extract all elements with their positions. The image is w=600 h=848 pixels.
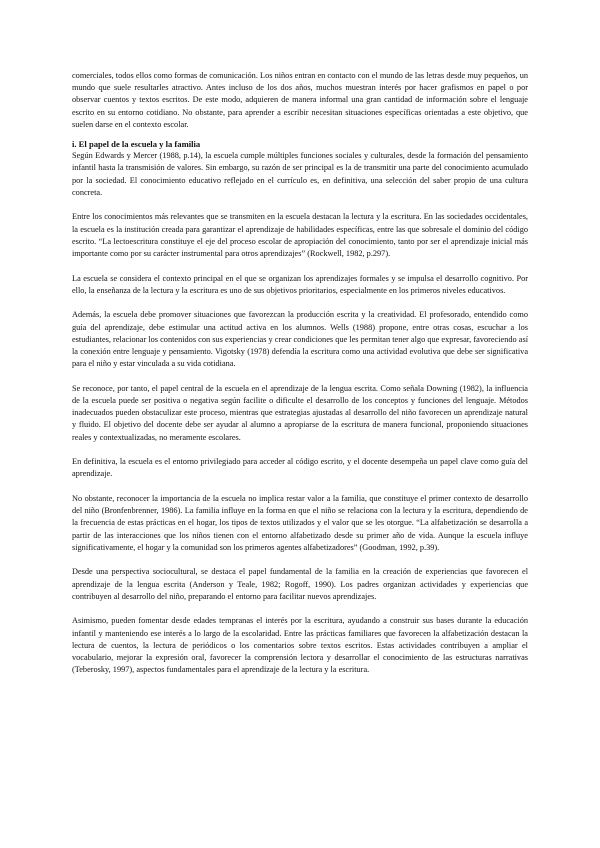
paragraph-en-definitiva: En definitiva, la escuela es el entorno privilegiado para acceder al código escrito, y el docente desempeña un papel clave como guía del aprendizaje. (72, 457, 528, 479)
paragraph-contexto-principal: La escuela se considera el contexto principal en el que se organizan los aprendizajes formales y se impulsa el desarrollo cognitivo. Por ello, la enseñanza de la lectura y la escritura es uno de sus objetivos prioritarios, especialmente en los primeros niveles educativos. (72, 273, 528, 295)
paragraph-asimismo: Asimismo, pueden fomentar desde edades tempranas el interés por la escritura, ayudando a construir sus bases durante la educación infantil y manteniendo ese interés a lo largo de la escolaridad. Entre las prácticas familiares que favorecen la alfabetización destacan la lectura de cuentos, la lectura de periódicos o los comentarios sobre textos escritos. Estas actividades contribuyen a ampliar el vocabulario, mejorar la expresión oral, favorecer la comprensión lectora y desarrollar el conocimiento de las estructuras narrativas (Teberosky, 1997), aspectos fundamentales para el aprendizaje de la lectura y la escritura. (72, 616, 528, 675)
paragraph-familia: No obstante, reconocer la importancia de la escuela no implica restar valor a la familia, que constituye el primer contexto de desarrollo del niño (Bronfenbrenner, 1986). La familia influye en la forma en que el niño se relaciona con la lectura y la escritura, dependiendo de la frecuencia de estas prácticas en el hogar, los tipos de textos utilizados y el valor que se les otorgue. “La alfabetización se desarrolla a partir de las interacciones que los niños tienen con el entorno alfabetizado desde su primer año de vida. Aunque la escuela influye significativamente, el hogar y la comunidad son los primeros agentes alfabetizadores” (Goodman, 1992, p.39). (72, 494, 528, 552)
paragraph-edwards-mercer: Según Edwards y Mercer (1988, p.14), la escuela cumple múltiples funciones sociales y culturales, desde la formación del pensamiento infantil hasta la transmisión de valores. Sin embargo, su razón de ser principal es la de transmitir una parte del conocimiento acumulado por la sociedad. El conocimiento educativo reflejado en el currículo es, en definitiva, una selección del saber propio de una cultura concreta. (72, 151, 528, 197)
paragraph-intro: comerciales, todos ellos como formas de comunicación. Los niños entran en contacto con el mundo de las letras desde muy pequeños, un mundo que suele resultarles atractivo. Antes incluso de los dos años, muchos muestran interés por hacer grafismos en papel o por observar cuentos y textos escritos. De este modo, adquieren de manera informal una gran cantidad de información sobre el lenguaje escrito en su entorno cotidiano. No obstante, para aprender a escribir necesitan situaciones específicas orientadas a este objetivo, que suelen darse en el contexto escolar. (72, 71, 528, 129)
paragraph-downing: Se reconoce, por tanto, el papel central de la escuela en el aprendizaje de la lengua escrita. Como señala Downing (1982), la influencia de la escuela puede ser positiva o negativa según facilite o dificulte el desarrollo de los conceptos y funciones del lenguaje. Métodos inadecuados pueden obstaculizar este proceso, mientras que estrategias ajustadas al desarrollo del niño favorecen un aprendizaje natural y fluido. El objetivo del docente debe ser ayudar al alumno a apropiarse de la escritura de manera funcional, proponiendo situaciones reales y contextualizadas, no meramente escolares. (72, 383, 528, 442)
paragraph-lectoescritura: Entre los conocimientos más relevantes que se transmiten en la escuela destacan la lectura y la escritura. En las sociedades occidentales, la escuela es la institución creada para garantizar el aprendizaje de habilidades específicas, entre las que sobresale el dominio del código escrito. “La lectoescritura constituye el eje del proceso escolar de apropiación del conocimiento, tanto por ser el aprendizaje inicial más importante como por su carácter instrumental para otros aprendizajes” (Rockwell, 1982, p.297). (72, 212, 528, 259)
paragraph-produccion-escrita: Además, la escuela debe promover situaciones que favorezcan la producción escrita y la creatividad. El profesorado, entendido como guía del aprendizaje, debe estimular una actitud activa en los alumnos. Wells (1988) propone, entre otras cosas, escuchar a los estudiantes, relacionar los contenidos con sus experiencias y crear condiciones que les permitan tener algo que expresar, favoreciendo así la conexión entre lenguaje y pensamiento. Vigotsky (1978) defendía la escritura como una actividad evolutiva que debe ser significativa para el niño y estar vinculada a su vida cotidiana. (72, 310, 528, 369)
paragraph-sociocultural: Desde una perspectiva sociocultural, se destaca el papel fundamental de la familia en la creación de experiencias que favorecen el aprendizaje de la lengua escrita (Anderson y Teale, 1982; Rogoff, 1990). Los padres organizan actividades y experiencias que contribuyen al desarrollo del niño, preparando el entorno para facilitar nuevos aprendizajes. (72, 567, 528, 601)
document-page (72, 70, 528, 689)
section-heading: i. El papel de la escuela y la familia (72, 139, 201, 150)
